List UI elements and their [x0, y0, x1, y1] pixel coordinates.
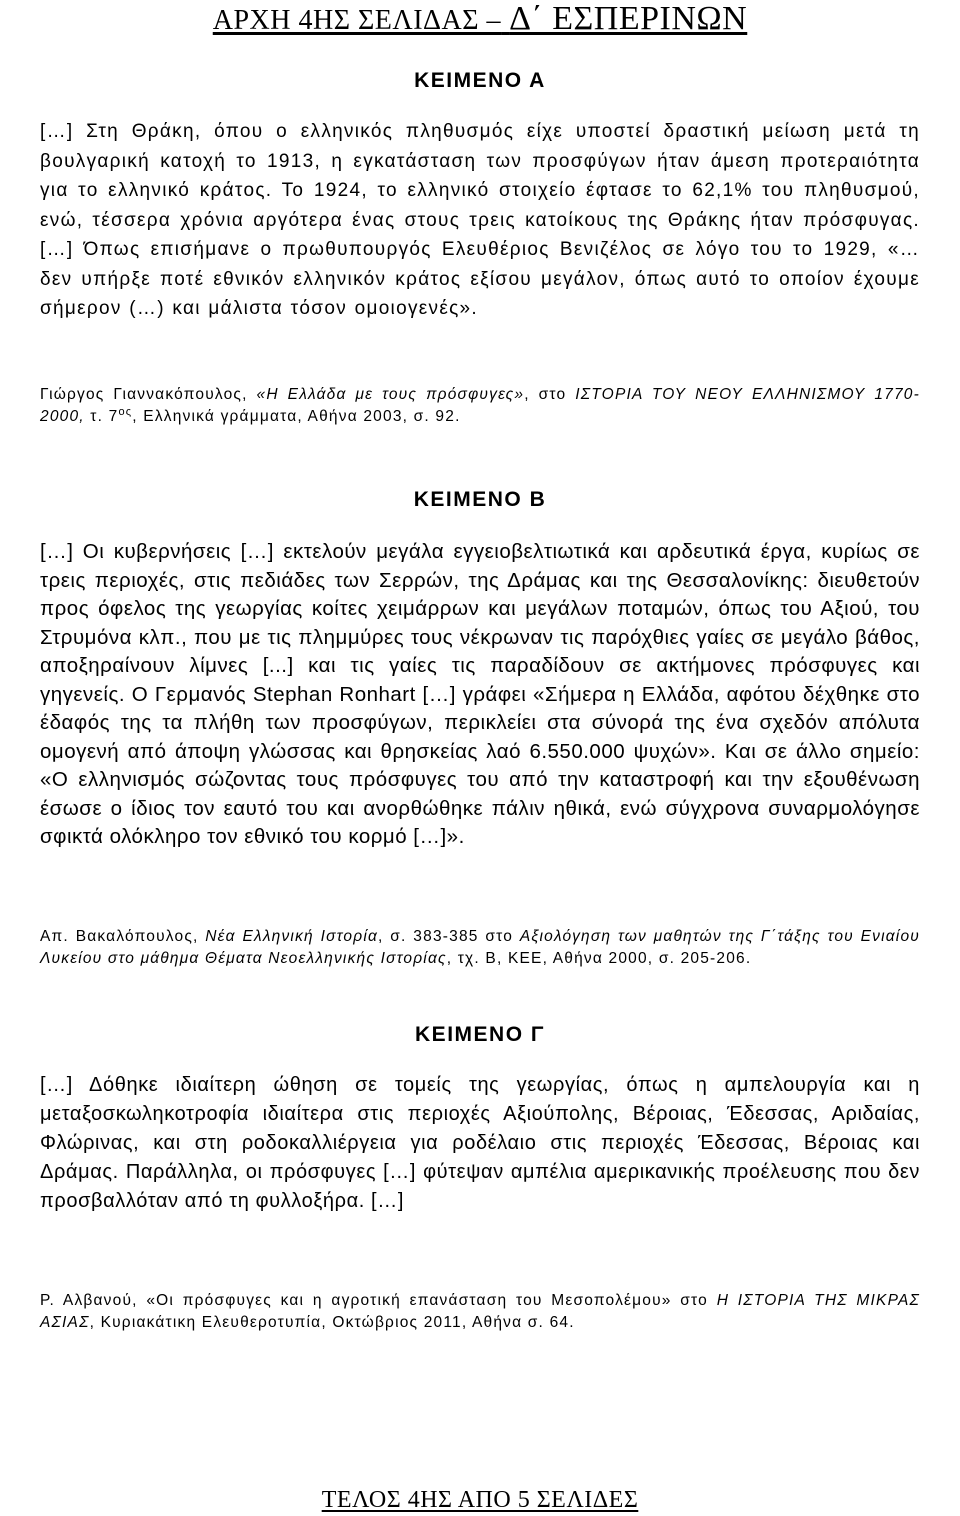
text-a-source-in: , στο	[524, 386, 576, 403]
header-page-start: ΑΡΧΗ 4ΗΣ ΣΕΛΙΔΑΣ –	[212, 5, 502, 36]
text-b-source-author: Απ. Βακαλόπουλος,	[40, 928, 206, 945]
text-a-source-author: Γιώργος Γιαννακόπουλος,	[40, 386, 257, 403]
text-b-source-title: Νέα Ελληνική Ιστορία	[205, 928, 379, 945]
text-b-source-mid: , σ. 383-385 στο	[378, 928, 520, 945]
text-c-source-work: Η ΙΣΤΟΡΙΑ ΤΗΣ ΜΙΚΡΑΣ ΑΣΙΑΣ	[40, 1292, 921, 1331]
text-b-body: […] Οι κυβερνήσεις […] εκτελούν μεγάλα εγγειοβελτιωτικά και αρδευτικά έργα, κυρίως σε τρεις περιοχές, στις πεδιάδες των Σερρών, της Δράμας και της Θεσσαλονίκης: διευθετούν προς όφελος της γεωργίας κοίτες χειμάρρων και μεγάλων ποταμών, όπως του Αξιού, του Στρυμόνα κλπ., που με τις πλημμύρες τους νέκρωναν τις παρόχθιες γαίες σε μεγάλο βάθος, αποξηραίνουν λίμνες [...] και τις γαίες τις παραδίδουν σε ακτήμονες πρόσφυγες και γηγενείς. Ο Γερμανός Stephan Ronhart […] γράφει «Σήμερα η Ελλάδα, αφότου δέχθηκε στο έδαφός της τα πλήθη των προσφύγων, περικλείει στα σύνορά της ένα σχεδόν απόλυτα ομογενή από άποψη γλώσσας και θρησκείας λαό 6.550.000 ψυχών». Και σε άλλο σημείο: «Ο ελληνισμός σώζοντας τους πρόσφυγες του από την καταστροφή και την εξουθένωση έσωσε ο ίδιος τον εαυτό του και ανορθώθηκε πάλιν ηθικά, ενώ σύγχρονα συναρμολόγησε σφικτά ολόκληρο τον εθνικό του κορμό […]».	[40, 540, 920, 848]
text-a-source-vol: τ. 7	[84, 408, 119, 425]
page-footer: ΤΕΛΟΣ 4ΗΣ ΑΠΟ 5 ΣΕΛΙΔΕΣ	[321, 1487, 639, 1513]
header-exam-type: Δ΄ ΕΣΠΕΡΙΝΩΝ	[509, 0, 748, 37]
text-b-heading: ΚΕΙΜΕΝΟ Β	[413, 488, 547, 511]
text-a-source-rest: , Ελληνικά γράμματα, Αθήνα 2003, σ. 92.	[132, 408, 461, 425]
text-a-source-sup: ος	[118, 406, 133, 418]
text-a-source-work: ΙΣΤΟΡΙΑ ΤΟΥ ΝΕΟΥ ΕΛΛΗΝΙΣΜΟΥ 1770-2000,	[40, 386, 920, 425]
text-a-source-title: «Η Ελλάδα με τους πρόσφυγες»	[256, 386, 525, 403]
text-c-source-author: Ρ. Αλβανού, «Οι πρόσφυγες και η αγροτική επανάσταση του Μεσοπολέμου» στο	[40, 1292, 717, 1309]
text-c-source-rest: , Κυριακάτικη Ελευθεροτυπία, Οκτώβριος 2011, Αθήνα σ. 64.	[89, 1314, 575, 1331]
text-a-source	[40, 384, 920, 428]
text-b-source-rest: , τχ. Β, ΚΕΕ, Αθήνα 2000, σ. 205-206.	[446, 950, 752, 967]
page-header	[0, 2, 960, 38]
text-b-source	[40, 926, 920, 970]
text-a-heading: ΚΕΙΜΕΝΟ Α	[414, 69, 546, 92]
text-b-source-work: Αξιολόγηση των μαθητών της Γ΄τάξης του Ενιαίου Λυκείου στο μάθημα Θέματα Νεοελληνικής Ιστορίας	[40, 928, 920, 967]
text-c-source	[40, 1290, 920, 1334]
text-a-body: […] Στη Θράκη, όπου ο ελληνικός πληθυσμός είχε υποστεί δραστική μείωση μετά τη βουλγαρική κατοχή το 1913, η εγκατάσταση των προσφύγων ήταν άμεση προτεραιότητα για το ελληνικό κράτος. Το 1924, το ελληνικό στοιχείο έφτασε το 62,1% του πληθυσμού, ενώ, τέσσερα χρόνια αργότερα ένας στους τρεις κατοίκους της Θράκης ήταν πρόσφυγας. […] Όπως επισήμανε ο πρωθυπουργός Ελευθέριος Βενιζέλος σε λόγο του το 1929, «…δεν υπήρξε ποτέ εθνικόν ελληνικόν κράτος εξίσου μεγάλον, όπως αυτό το οποίον έχουμε σήμερον (…) και μάλιστα τόσον ομοιογενές».	[40, 121, 920, 319]
text-c-body: […] Δόθηκε ιδιαίτερη ώθηση σε τομείς της γεωργίας, όπως η αμπελουργία και η μεταξοσκωληκοτροφία ιδιαίτερα στις περιοχές Αξιούπολης, Βέροιας, Έδεσσας, Αριδαίας, Φλώρινας, και στη ροδοκαλλιέργεια για ροδέλαιο στις περιοχές Έδεσσας, Βέροιας και Δράμας. Παράλληλα, οι πρόσφυγες […] φύτεψαν αμπέλια αμερικανικής προέλευσης που δεν προσβαλλόταν από τη φυλλοξήρα. […]	[40, 1074, 920, 1212]
text-c-heading: ΚΕΙΜΕΝΟ Γ	[415, 1023, 545, 1046]
